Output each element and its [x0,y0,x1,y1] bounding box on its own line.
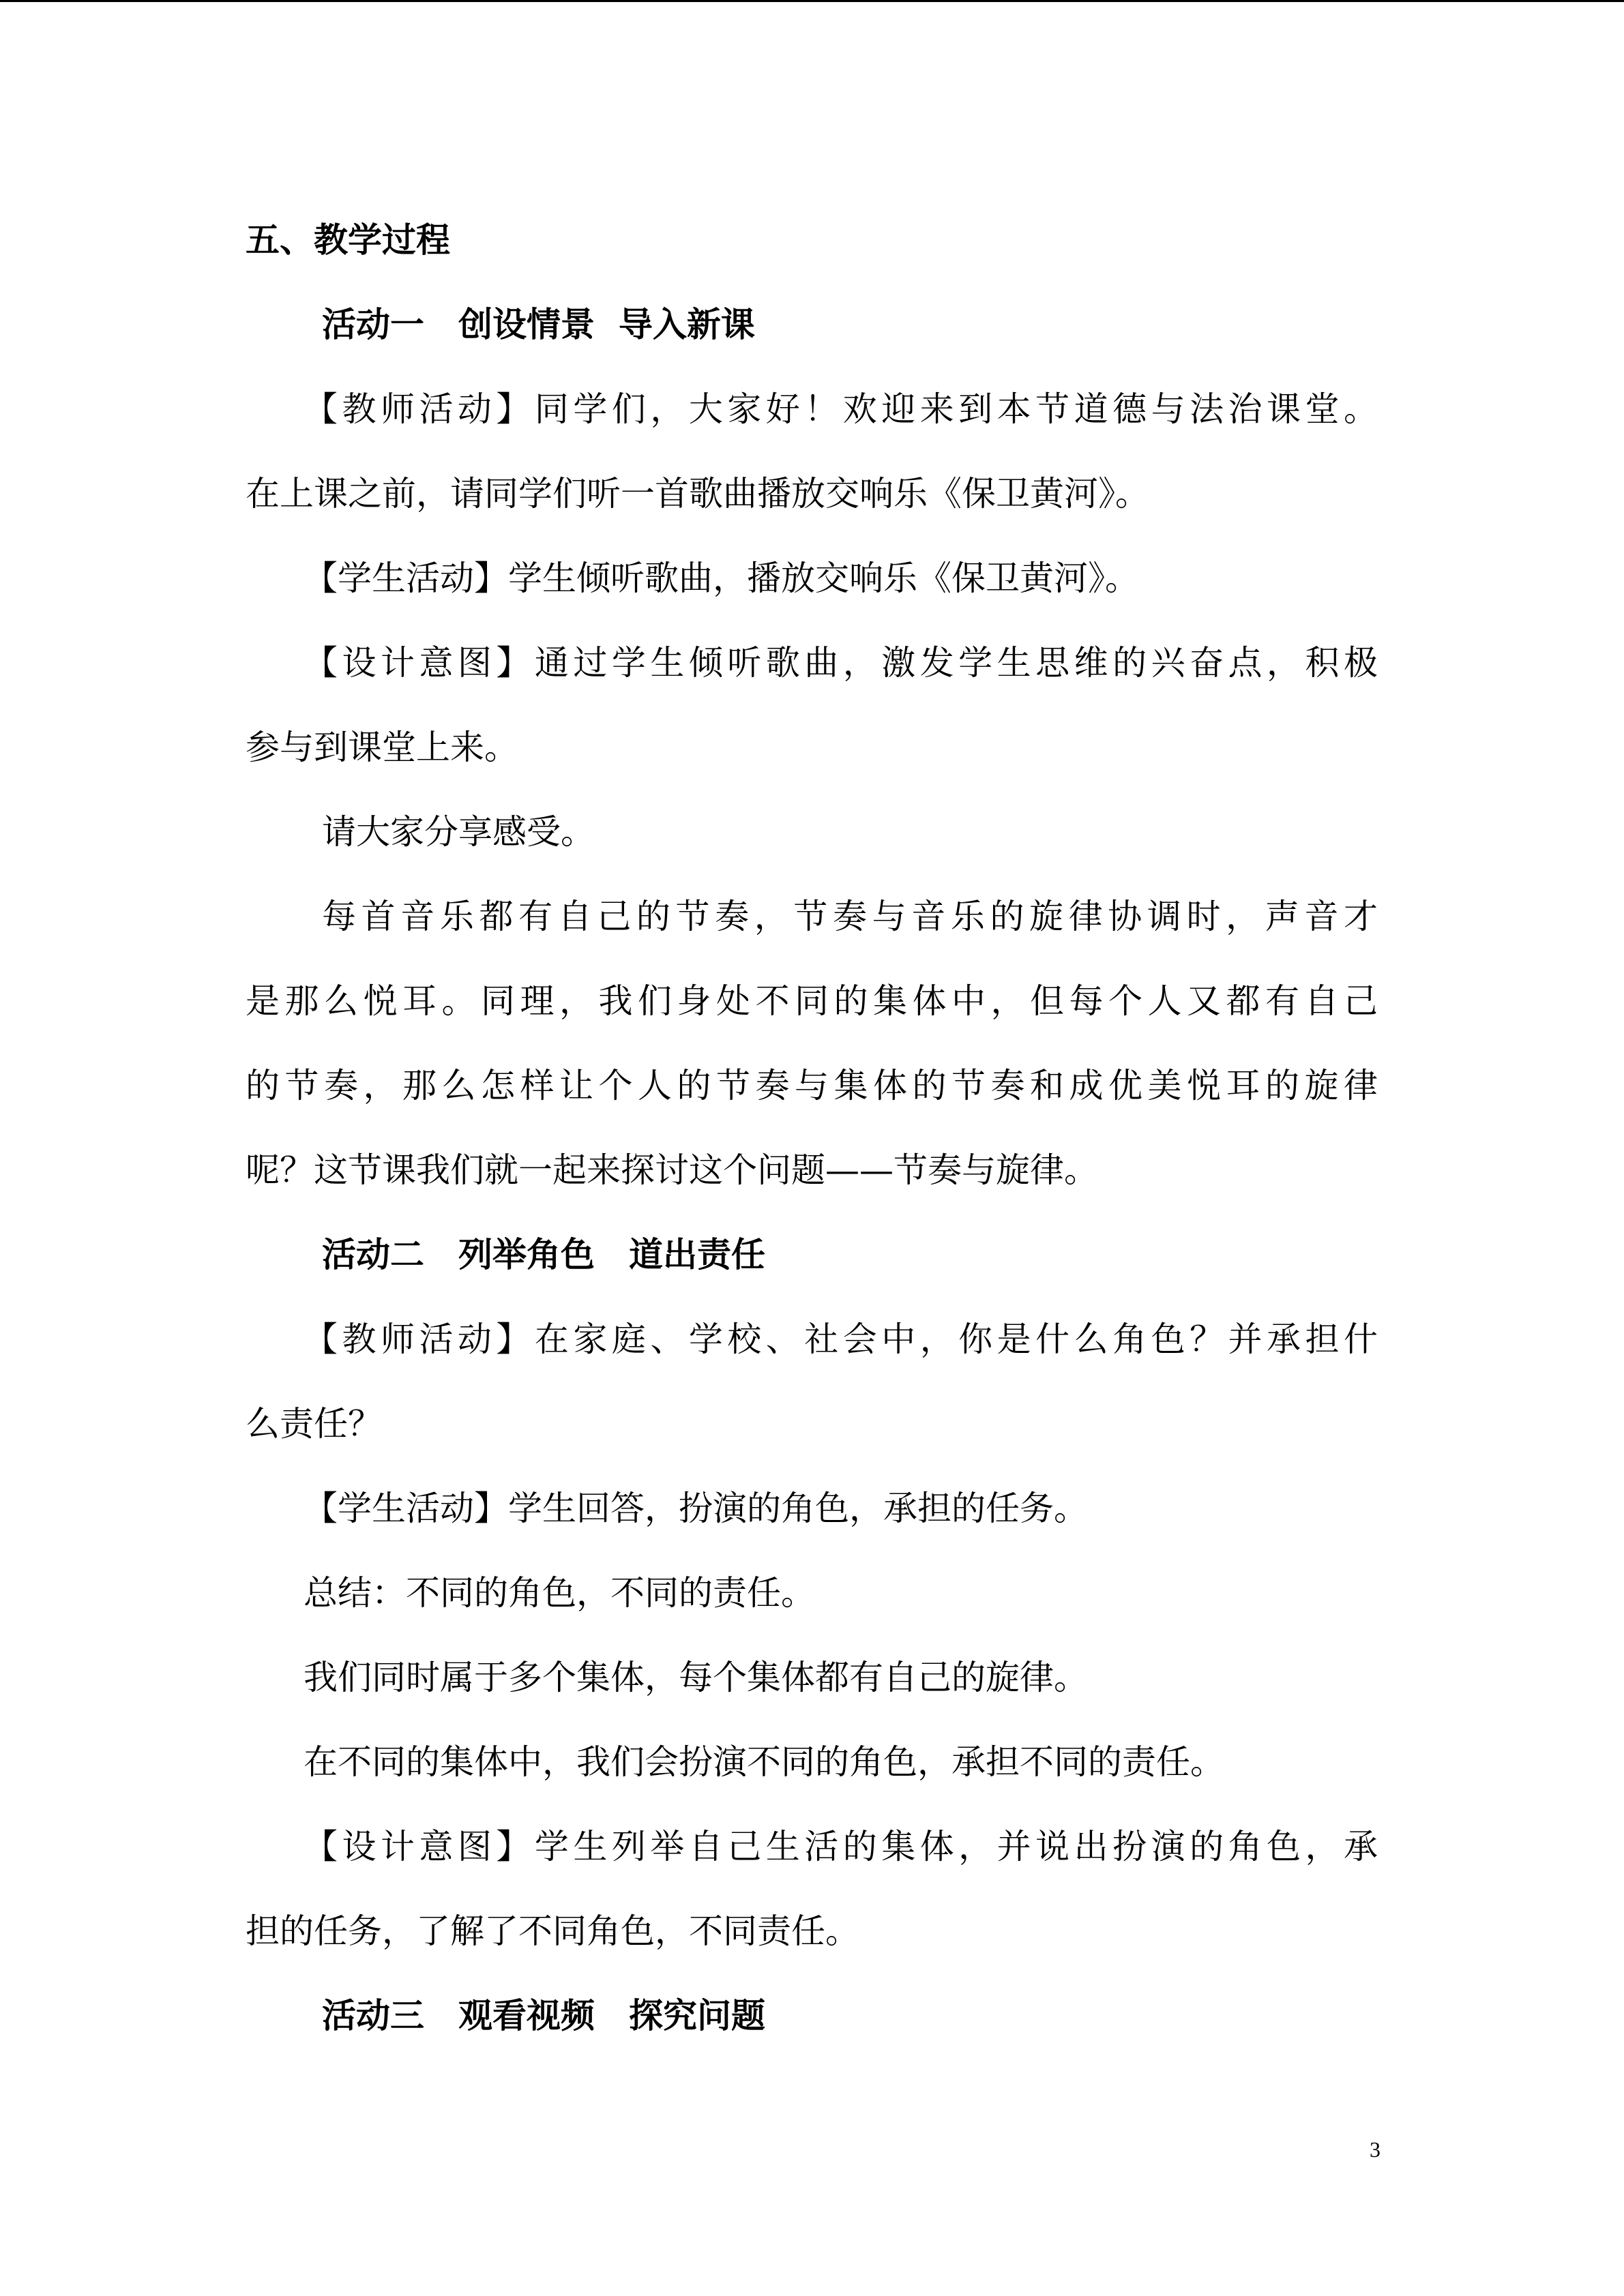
document-page [246,0,1378,2296]
activity2-line-a: 我们同时属于多个集体，每个集体都有自己的旋律。 [304,1658,1088,1697]
activity1-para-line3: 的节奏，那么怎样让个人的节奏与集体的节奏和成优美悦耳的旋律 [246,1066,1378,1105]
activity1-design-line2: 参与到课堂上来。 [246,728,518,767]
activity1-teacher-line1: 【教师活动】同学们，大家好！欢迎来到本节道德与法治课堂。 [304,389,1378,429]
activity2-line-b: 在不同的集体中，我们会扮演不同的角色，承担不同的责任。 [304,1742,1224,1782]
activity1-share: 请大家分享感受。 [322,812,595,852]
activity1-design-line1: 【设计意图】通过学生倾听歌曲，激发学生思维的兴奋点，积极 [304,643,1378,683]
activity2-design-line2: 担的任务，了解了不同角色，不同责任。 [246,1911,859,1951]
section-heading: 五、教学过程 [246,220,450,260]
page-number: 3 [1370,2137,1381,2162]
activity2-design-line1: 【设计意图】学生列举自己生活的集体，并说出扮演的角色，承 [304,1827,1378,1866]
activity1-teacher-line2: 在上课之前，请同学们听一首歌曲播放交响乐《保卫黄河》。 [246,474,1149,513]
activity1-para-line2: 是那么悦耳。同理，我们身处不同的集体中，但每个人又都有自己 [246,981,1378,1021]
activity1-para-line4: 呢？这节课我们就一起来探讨这个问题——节奏与旋律。 [246,1150,1098,1190]
activity2-student: 【学生活动】学生回答，扮演的角色，承担的任务。 [304,1489,1088,1528]
activity3-heading: 活动三 观看视频 探究问题 [322,1996,765,2036]
activity2-teacher-line1: 【教师活动】在家庭、学校、社会中，你是什么角色？并承担什 [304,1320,1378,1359]
activity1-heading: 活动一 创设情景 导入新课 [322,305,755,344]
activity2-summary: 总结：不同的角色，不同的责任。 [304,1573,815,1613]
activity2-teacher-line2: 么责任？ [246,1404,382,1444]
activity1-student: 【学生活动】学生倾听歌曲，播放交响乐《保卫黄河》。 [304,558,1139,598]
activity1-para-line1: 每首音乐都有自己的节奏，节奏与音乐的旋律协调时，声音才 [322,897,1378,936]
activity2-heading: 活动二 列举角色 道出责任 [322,1235,765,1274]
